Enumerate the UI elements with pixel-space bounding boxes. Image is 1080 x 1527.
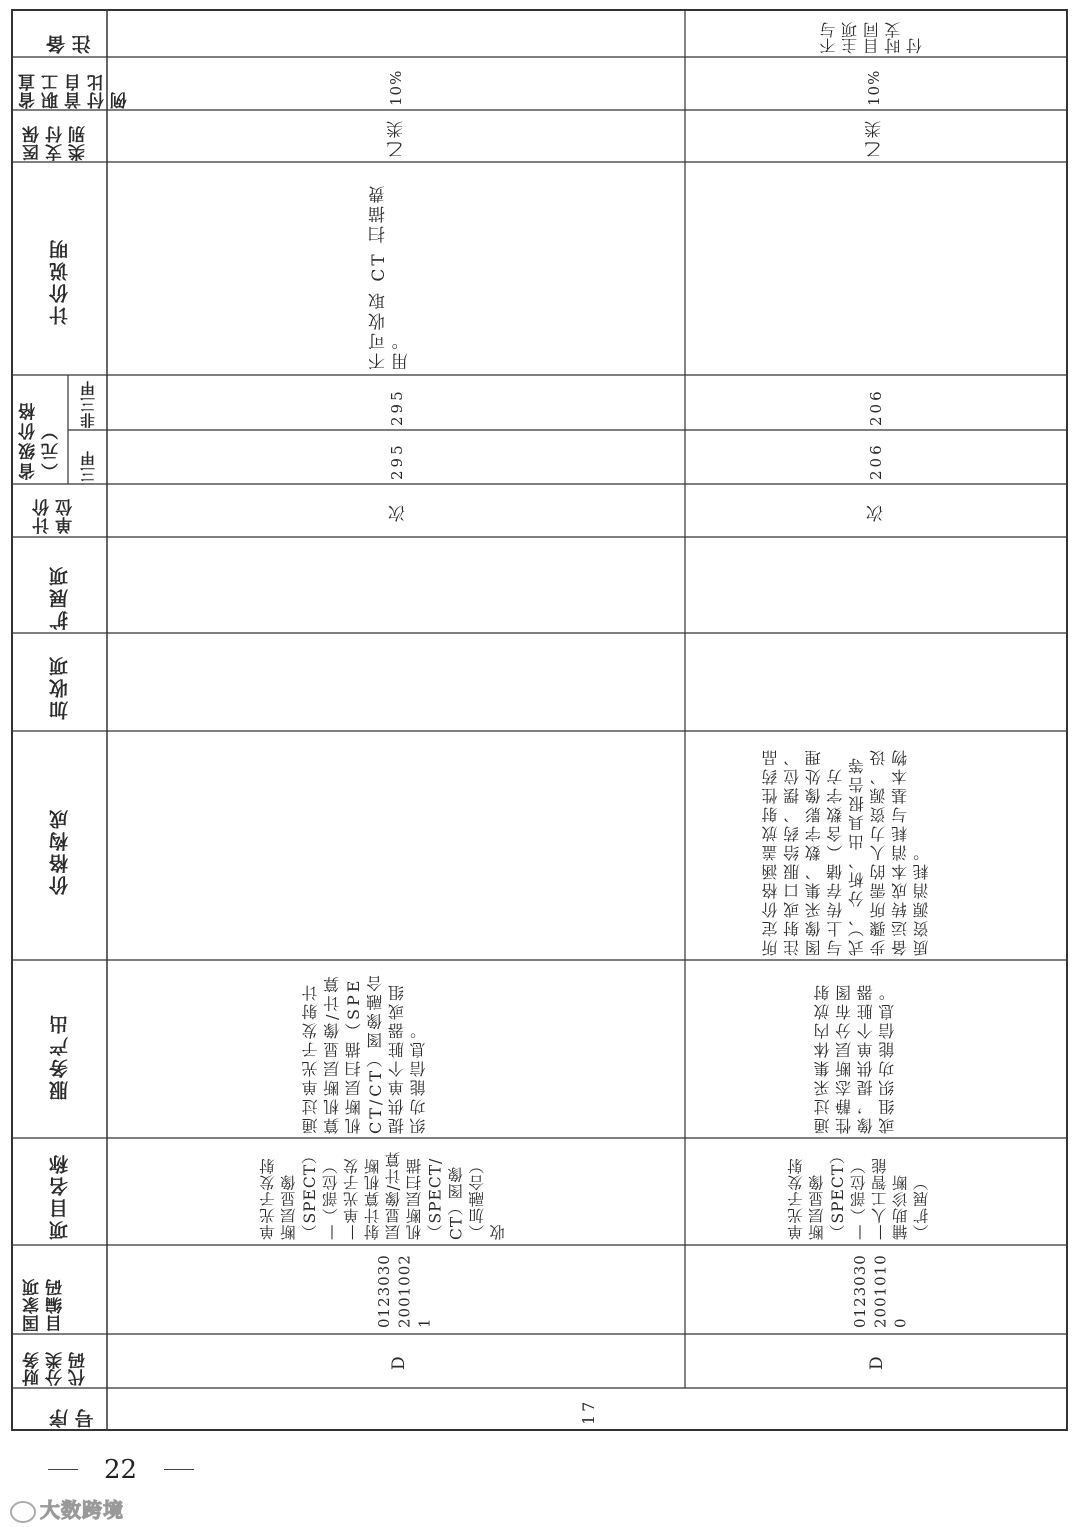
row2-price-composition: 所定价格涵盖放射性药品注射或口服给药、摆位、图像采集、数字影像处理与上传存储（含数字方式）、分析、出具报告等步骤所需的人力资源、设备运转成本消耗与基本物质资源消耗。 [761, 747, 932, 956]
header-insurance-type: 医保支付类别 [23, 125, 89, 161]
row1-item-name: 单光子发射断层显像（SPECT）—（部位）—单光子发射计算机断层显像/计算机断层扫描（SPECT/CT）图像（加融合）收 [259, 1147, 508, 1240]
header-seq: 序号 [49, 1406, 97, 1428]
header-service-output: 服务产出 [49, 1012, 71, 1100]
row1-service-output: 通过单光子发射计算机断层显像/计算机断层扫描（SPECT/CT）图像融合提供单个脏器或组织功能信息。 [301, 972, 428, 1134]
header-extension: 扩展项 [49, 564, 71, 630]
row2-service-output: 通过采集体内放射性静态断层分布图像，提供单个脏器或组织功能信息。 [813, 982, 897, 1134]
header-provincial-price: 省级价格（元） [19, 400, 62, 480]
header-item-name: 项目名称 [49, 1152, 71, 1240]
row1-national-code: 012303020010021 [375, 1254, 434, 1328]
row1-insurance-type: 乙类 [387, 118, 407, 158]
watermark-logo-icon [10, 1501, 36, 1523]
page-number: 22 [104, 1455, 138, 1485]
row1-finance-code: D [389, 1353, 409, 1370]
row2-price-grade3a: 206 [867, 442, 885, 480]
row2-national-code: 012303020010100 [851, 1254, 910, 1328]
row2-item-name: 单光子发射断层显像（SPECT）—（部位）—人工智能辅助诊断（扩展） [787, 1147, 931, 1240]
footer-right-dash [164, 1469, 194, 1470]
header-pricing-note: 计价说明 [49, 237, 71, 325]
row2-pricing-unit: 次 [867, 502, 887, 522]
row2-insurance-type: 乙类 [865, 118, 885, 158]
row2-remarks: 不与主项目同时支付 [819, 22, 925, 54]
page-number-footer [40, 1455, 220, 1485]
row2-self-pay-ratio: 10% [865, 69, 883, 106]
header-grade3a: 三甲 [79, 450, 97, 482]
header-surcharge: 加收项 [49, 654, 71, 720]
row2-price-non-grade3a: 206 [867, 388, 885, 426]
row2-finance-code: D [867, 1353, 887, 1370]
row1-seq: 17 [579, 1398, 598, 1425]
row1-pricing-note: 不可收取 CT 扫描费用。 [369, 182, 412, 370]
watermark-text: 大数跨境 [40, 1498, 124, 1522]
header-non-grade3a: 非三甲 [79, 380, 97, 428]
row1-self-pay-ratio: 10% [387, 69, 405, 106]
row1-price-grade3a: 295 [388, 442, 406, 480]
row1-pricing-unit: 次 [389, 502, 409, 522]
row1-price-non-grade3a: 295 [388, 388, 406, 426]
header-national-code: 国家项目编码 [23, 1278, 66, 1332]
header-self-pay-ratio: 省直职工首自付比例 [19, 73, 131, 109]
header-finance-code: 财务分类代码 [23, 1352, 89, 1386]
watermark [10, 1494, 124, 1520]
footer-left-dash [48, 1469, 78, 1470]
header-pricing-unit: 计价单位 [33, 498, 76, 534]
header-remarks: 备注 [46, 32, 94, 54]
header-price-composition: 价格构成 [49, 807, 71, 895]
